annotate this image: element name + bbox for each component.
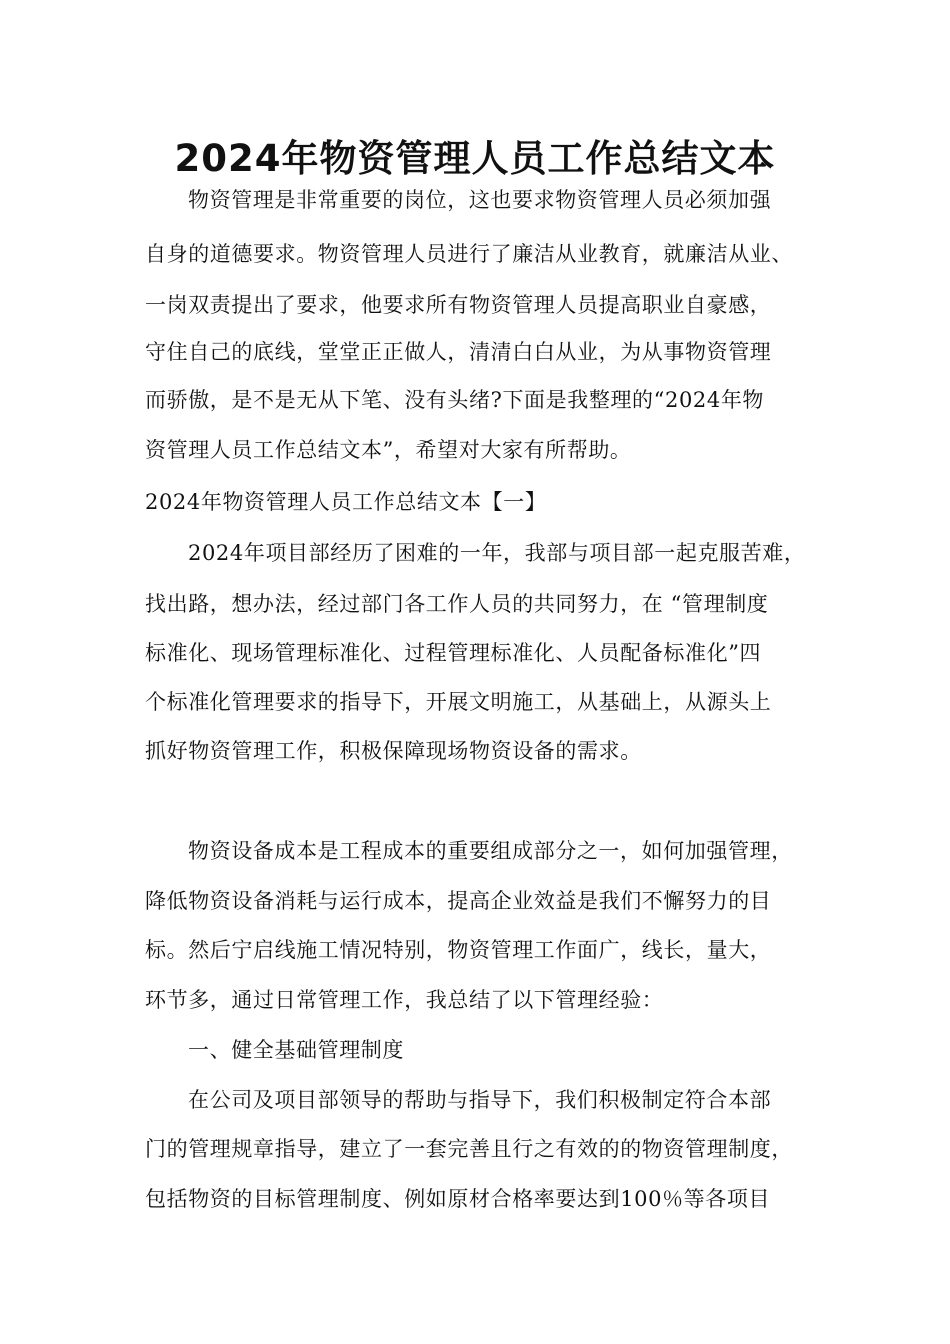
paragraph-line: 环节多，通过日常管理工作，我总结了以下管理经验： [145, 988, 664, 1012]
paragraph-line: 包括物资的目标管理制度、例如原材合格率要达到100％等各项目 [145, 1187, 771, 1211]
paragraph-line: 守住自己的底线，堂堂正正做人，清清白白从业，为从事物资管理 [145, 340, 772, 364]
document-title: 2024年物资管理人员工作总结文本 [174, 137, 776, 180]
paragraph-line: 标准化、现场管理标准化、过程管理标准化、人员配备标准化”四 [145, 641, 762, 665]
paragraph-line: 找出路，想办法，经过部门各工作人员的共同努力，在 “管理制度 [145, 592, 769, 616]
paragraph-line: 门的管理规章指导，建立了一套完善且行之有效的的物资管理制度， [145, 1137, 793, 1161]
section-heading: 2024年物资管理人员工作总结文本【一】 [145, 490, 547, 514]
paragraph-line: 个标准化管理要求的指导下，开展文明施工，从基础上，从源头上 [145, 690, 772, 714]
paragraph-line: 资管理人员工作总结文本”，希望对大家有所帮助。 [145, 438, 632, 462]
paragraph-line: 降低物资设备消耗与运行成本，提高企业效益是我们不懈努力的目 [145, 889, 772, 913]
paragraph-line: 自身的道德要求。物资管理人员进行了廉洁从业教育，就廉洁从业、 [145, 242, 793, 266]
paragraph-line: 2024年项目部经历了困难的一年，我部与项目部一起克服苦难， [188, 541, 806, 565]
paragraph-line: 一岗双责提出了要求，他要求所有物资管理人员提高职业自豪感， [145, 293, 772, 317]
paragraph-line: 在公司及项目部领导的帮助与指导下，我们积极制定符合本部 [188, 1088, 772, 1112]
subsection-heading: 一、健全基础管理制度 [188, 1038, 404, 1062]
paragraph-line: 物资管理是非常重要的岗位，这也要求物资管理人员必须加强 [188, 188, 772, 212]
paragraph-line: 标。然后宁启线施工情况特别，物资管理工作面广，线长，量大， [145, 938, 772, 962]
paragraph-line: 而骄傲，是不是无从下笔、没有头绪?下面是我整理的“2024年物 [145, 388, 765, 412]
paragraph-line: 抓好物资管理工作，积极保障现场物资设备的需求。 [145, 739, 642, 763]
paragraph-line: 物资设备成本是工程成本的重要组成部分之一，如何加强管理， [188, 839, 793, 863]
